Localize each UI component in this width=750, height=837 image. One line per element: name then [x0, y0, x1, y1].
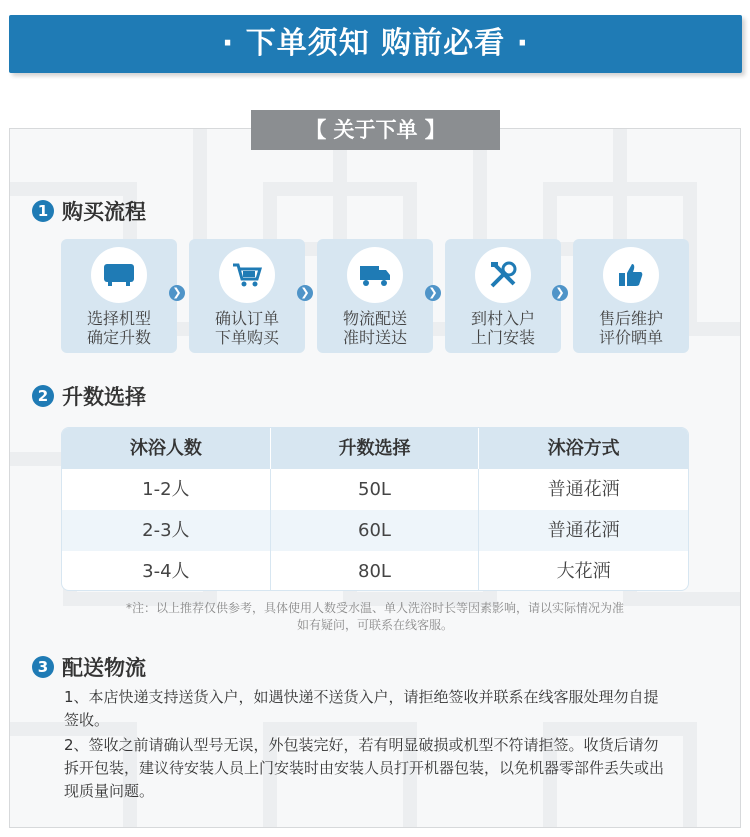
chevron-right-icon: ❯: [169, 285, 185, 301]
step-line2: 上门安装: [470, 328, 535, 347]
section-number: 2: [32, 385, 54, 407]
table-cell: 大花洒: [556, 561, 611, 582]
delivery-paragraph-2: 2、签收之前请确认型号无误，外包装完好，若有明显破损或机型不符请拒签。收货后请勿拆开包装，建议待安装人员上门安装时由安装人员打开机器包装，以免机器零部件丢失或出现质量问题。: [64, 736, 665, 800]
delivery-truck-icon: [347, 247, 403, 303]
step-line2: 确定升数: [86, 328, 151, 347]
section-tab-about-order: 【 关于下单 】: [251, 110, 500, 150]
step-card-confirm-order: [189, 239, 305, 353]
table-header-row: [62, 428, 688, 469]
capacity-table: [61, 427, 689, 591]
table-cell: 60L: [271, 510, 480, 551]
section-number: 3: [32, 656, 54, 678]
step-line1: 确认订单: [214, 309, 279, 328]
table-row: [62, 469, 688, 510]
page-banner: [9, 15, 742, 73]
note-line2: 如有疑问，可联系在线客服。: [296, 618, 453, 632]
step-line1: 选择机型: [86, 309, 151, 328]
chevron-right-icon: ❯: [297, 285, 313, 301]
step-line2: 下单购买: [214, 328, 279, 347]
shopping-cart-icon: [219, 247, 275, 303]
section-header-delivery: [32, 652, 146, 682]
water-heater-icon: [91, 247, 147, 303]
step-line2: 准时送达: [342, 328, 407, 347]
step-line1: 售后维护: [598, 309, 663, 328]
table-header-cell: 沐浴方式: [547, 438, 620, 459]
section-title: 升数选择: [62, 385, 146, 409]
step-line1: 到村入户: [470, 309, 535, 328]
step-line1: 物流配送: [342, 309, 407, 328]
chevron-right-icon: ❯: [425, 285, 441, 301]
section-header-capacity: [32, 381, 146, 411]
step-card-select-model: [61, 239, 177, 353]
chevron-right-icon: ❯: [552, 285, 568, 301]
table-cell: 3-4人: [62, 551, 271, 591]
tools-icon: [475, 247, 531, 303]
table-cell: 80L: [271, 551, 480, 591]
note-line1: *注：以上推荐仅供参考，具体使用人数受水温、单人洗浴时长等因素影响，请以实际情况为准: [125, 601, 624, 615]
step-card-after-sales: [573, 239, 689, 353]
section-header-purchase-flow: [32, 196, 146, 226]
table-header-cell: 升数选择: [271, 428, 480, 469]
step-card-logistics: [317, 239, 433, 353]
thumbs-up-icon: [603, 247, 659, 303]
section-title: 配送物流: [62, 656, 146, 680]
step-card-installation: [445, 239, 561, 353]
table-row: [62, 551, 688, 591]
table-header-cell: 沐浴人数: [62, 428, 271, 469]
table-cell: 50L: [271, 469, 480, 510]
table-row: [62, 510, 688, 551]
table-note: [70, 600, 680, 634]
section-title: 购买流程: [62, 200, 146, 224]
table-cell: 2-3人: [62, 510, 271, 551]
section-number: 1: [32, 200, 54, 222]
banner-title: · 下单须知 购前必看 ·: [221, 26, 530, 61]
table-cell: 1-2人: [62, 469, 271, 510]
delivery-paragraph-1: 1、本店快递支持送货入户，如遇快递不送货入户，请拒绝签收并联系在线客服处理勿自提签收。: [64, 688, 659, 729]
step-line2: 评价晒单: [598, 328, 663, 347]
table-cell: 普通花洒: [547, 479, 620, 500]
table-cell: 普通花洒: [547, 520, 620, 541]
